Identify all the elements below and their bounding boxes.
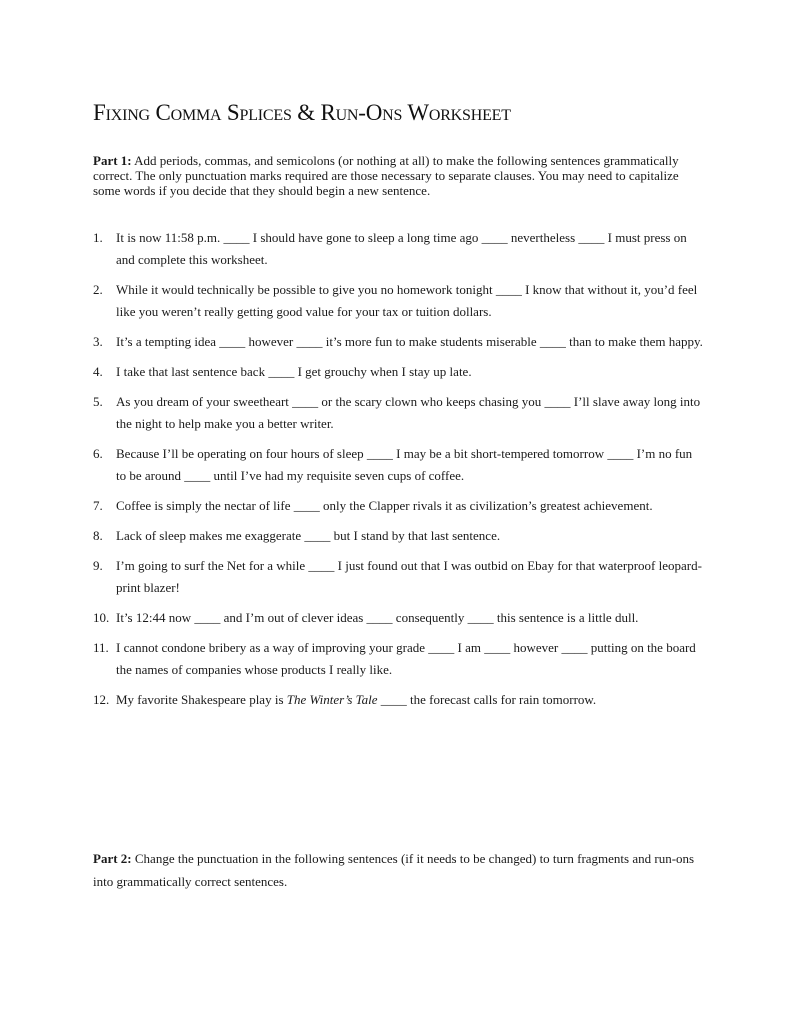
question-list [93,227,703,719]
question-item [93,607,703,629]
question-item [93,361,703,383]
question-text-after: ____ the forecast calls for rain tomorrow. [377,692,597,707]
question-item [93,279,703,323]
part2-text: Change the punctuation in the following sentences (if it needs to be changed) to turn fragments and run-ons into grammatically correct sentences. [93,851,695,889]
question-text: Because I’ll be operating on four hours of sleep ____ I may be a bit short-tempered tomorrow ____ I’m no fun to be around ____ until I’ve had my requisite seven cups of coffee. [116,446,693,483]
question-text: I cannot condone bribery as a way of improving your grade ____ I am ____ however ____ putting on the board the names of companies whose products I really like. [116,640,696,677]
question-text: Lack of sleep makes me exaggerate ____ but I stand by that last sentence. [116,528,501,543]
question-number: 1. [93,230,103,245]
question-item [93,443,703,487]
question-item [93,555,703,599]
worksheet-title: Fixing Comma Splices & Run-Ons Worksheet [93,100,511,125]
part2-instructions [93,847,698,893]
question-number: 3. [93,334,103,349]
question-item [93,391,703,435]
question-number: 10. [93,610,110,625]
question-item [93,331,703,353]
question-text [116,689,703,711]
question-number: 9. [93,558,103,573]
question-item [93,637,703,681]
question-number: 2. [93,282,103,297]
question-number: 6. [93,446,103,461]
question-text: It is now 11:58 p.m. ____ I should have gone to sleep a long time ago ____ nevertheless ____ I must press on and complete this worksheet. [116,230,687,267]
question-text: Coffee is simply the nectar of life ____ only the Clapper rivals it as civilization’s greatest achievement. [116,498,653,513]
question-text: It’s a tempting idea ____ however ____ it’s more fun to make students miserable ____ than to make them happy. [116,334,703,349]
part1-text: Add periods, commas, and semicolons (or nothing at all) to make the following sentences grammatically correct. The only punctuation marks required are those necessary to separate clauses. You may need to capitalize some words if you decide that they should begin a new sentence. [93,153,679,198]
question-item [93,227,703,271]
question-item [93,495,703,517]
question-text: As you dream of your sweetheart ____ or the scary clown who keeps chasing you ____ I’ll slave away long into the night to help make you a better writer. [116,394,701,431]
question-text: I take that last sentence back ____ I get grouchy when I stay up late. [116,364,472,379]
question-text: I’m going to surf the Net for a while ____ I just found out that I was outbid on Ebay for that waterproof leopard-print blazer! [116,558,702,595]
question-number: 7. [93,498,103,513]
question-number: 8. [93,528,103,543]
question-text: While it would technically be possible to give you no homework tonight ____ I know that without it, you’d feel like you weren’t really getting good value for your tax or tuition dollars. [116,282,698,319]
question-text: It’s 12:44 now ____ and I’m out of clever ideas ____ consequently ____ this sentence is a little dull. [116,610,639,625]
part1-instructions [93,153,698,198]
question-number: 11. [93,640,109,655]
question-text-before: My favorite Shakespeare play is [116,692,287,707]
question-item [93,525,703,547]
question-number: 12. [93,692,110,707]
question-number: 4. [93,364,103,379]
play-title: The Winter’s Tale [286,692,378,707]
part1-label: Part 1: [93,153,132,168]
part2-label: Part 2: [93,851,132,866]
question-number: 5. [93,394,103,409]
question-item [93,689,703,711]
